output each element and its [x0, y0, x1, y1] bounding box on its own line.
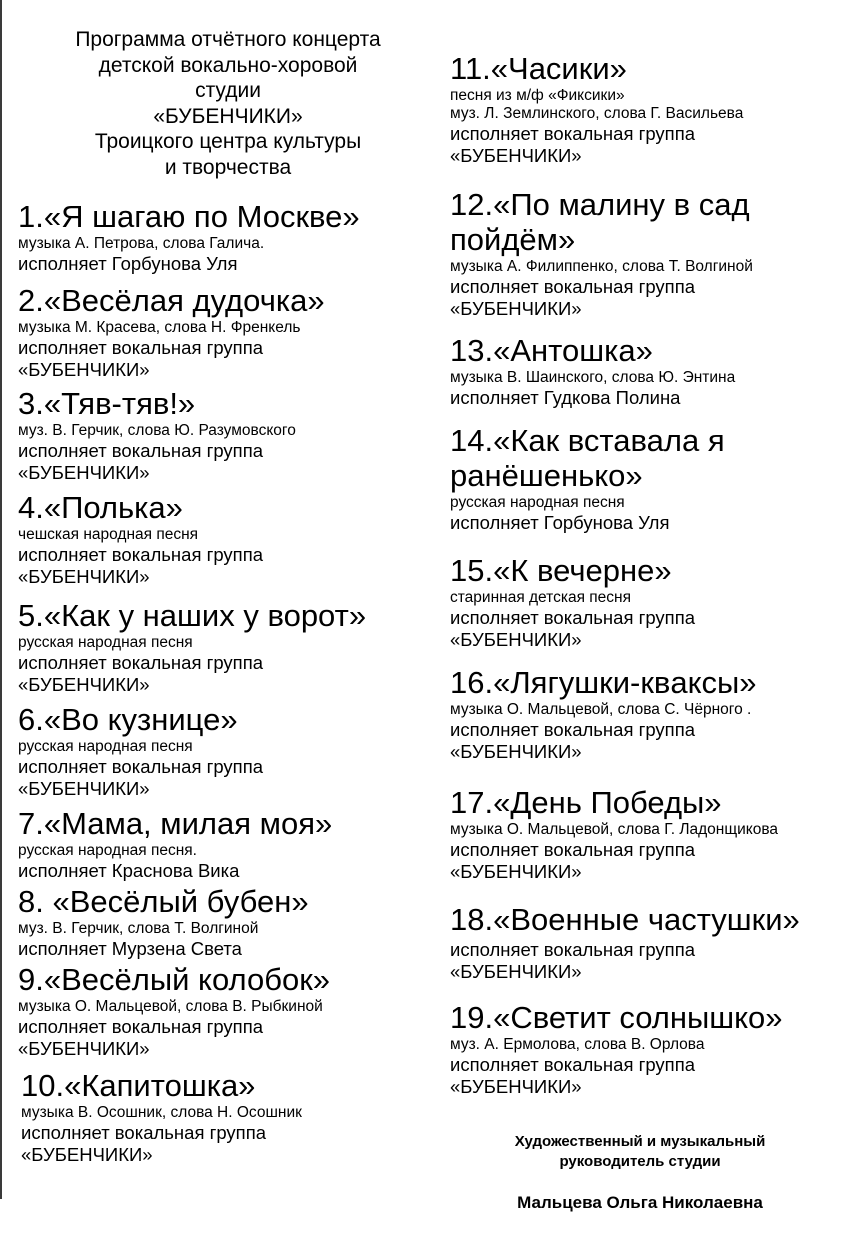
song-performer: исполняет вокальная группа «БУБЕНЧИКИ»	[450, 607, 695, 650]
program-item-15	[450, 553, 845, 650]
song-performer: исполняет вокальная группа «БУБЕНЧИКИ»	[450, 839, 695, 882]
song-title: 13.«Антошка»	[450, 333, 653, 368]
song-title: 6.«Во кузнице»	[18, 702, 238, 737]
song-title: 12.«По малину в сад пойдём»	[450, 187, 750, 257]
program-item-17	[450, 785, 845, 882]
program-item-7	[18, 806, 438, 882]
song-performer: исполняет вокальная группа «БУБЕНЧИКИ»	[450, 719, 695, 762]
program-item-12	[450, 187, 845, 319]
program-item-16	[450, 665, 845, 762]
page-left-edge	[0, 0, 2, 1199]
song-performer: исполняет вокальная группа «БУБЕНЧИКИ»	[21, 1122, 266, 1165]
song-title: 10.«Капитошка»	[21, 1068, 256, 1103]
director-role: Художественный и музыкальный руководитель студии	[514, 1133, 766, 1170]
song-title: 2.«Весёлая дудочка»	[18, 283, 325, 318]
song-title: 15.«К вечерне»	[450, 553, 672, 588]
song-performer: исполняет вокальная группа «БУБЕНЧИКИ»	[18, 337, 263, 380]
program-item-2	[18, 283, 438, 380]
song-title: 9.«Весёлый колобок»	[18, 962, 330, 997]
program-item-1	[18, 199, 438, 275]
song-performer: исполняет Горбунова Уля	[450, 512, 670, 533]
song-performer: исполняет вокальная группа «БУБЕНЧИКИ»	[450, 276, 695, 319]
song-credits: муз. А. Ермолова, слова В. Орлова	[450, 1036, 705, 1053]
song-title: 19.«Светит солнышко»	[450, 1000, 783, 1035]
song-performer: исполняет вокальная группа «БУБЕНЧИКИ»	[18, 440, 263, 483]
program-item-19	[450, 1000, 845, 1097]
program-item-18	[450, 902, 845, 982]
director-name: Мальцева Ольга Николаевна	[517, 1193, 763, 1212]
song-title: 14.«Как вставала я ранёшенько»	[450, 423, 725, 493]
song-credits: русская народная песня	[18, 738, 193, 755]
song-credits: музыка О. Мальцевой, слова В. Рыбкиной	[18, 998, 323, 1015]
program-title: Программа отчётного концерта детской вокально-хоровой студии «БУБЕНЧИКИ» Троицкого центра культуры и творчества	[75, 28, 381, 179]
studio-director	[450, 1112, 830, 1234]
song-credits: русская народная песня	[450, 494, 625, 511]
song-credits: муз. В. Герчик, слова Т. Волгиной	[18, 920, 259, 937]
program-item-4	[18, 490, 438, 587]
program-item-8	[18, 884, 438, 960]
program-item-3	[18, 386, 438, 483]
song-credits: музыка В. Осошник, слова Н. Осошник	[21, 1104, 302, 1121]
song-title: 18.«Военные частушки»	[450, 902, 800, 937]
song-title: 8. «Весёлый бубен»	[18, 884, 309, 919]
song-credits: музыка В. Шаинского, слова Ю. Энтина	[450, 369, 736, 386]
program-item-6	[18, 702, 438, 799]
song-credits: старинная детская песня	[450, 589, 631, 606]
song-credits: музыка О. Мальцевой, слова С. Чёрного .	[450, 701, 752, 718]
song-performer: исполняет Гудкова Полина	[450, 387, 681, 408]
song-performer: исполняет вокальная группа «БУБЕНЧИКИ»	[450, 1054, 695, 1097]
song-performer: исполняет вокальная группа «БУБЕНЧИКИ»	[18, 652, 263, 695]
song-performer: исполняет Краснова Вика	[18, 860, 240, 881]
song-title: 11.«Часики»	[450, 51, 627, 86]
song-credits: музыка А. Петрова, слова Галича.	[18, 235, 265, 252]
program-item-10	[21, 1068, 441, 1165]
song-title: 1.«Я шагаю по Москве»	[18, 199, 360, 234]
song-credits: музыка М. Красева, слова Н. Френкель	[18, 319, 301, 336]
song-credits: песня из м/ф «Фиксики» муз. Л. Землинского, слова Г. Васильева	[450, 87, 744, 122]
song-performer: исполняет вокальная группа «БУБЕНЧИКИ»	[18, 756, 263, 799]
song-performer: исполняет вокальная группа «БУБЕНЧИКИ»	[18, 544, 263, 587]
program-item-14	[450, 423, 845, 534]
program-item-11	[450, 51, 845, 166]
program-item-9	[18, 962, 438, 1059]
song-title: 17.«День Победы»	[450, 785, 722, 820]
song-performer: исполняет Горбунова Уля	[18, 253, 238, 274]
song-performer: исполняет вокальная группа «БУБЕНЧИКИ»	[450, 123, 695, 166]
song-credits: музыка А. Филиппенко, слова Т. Волгиной	[450, 258, 753, 275]
song-title: 5.«Как у наших у ворот»	[18, 598, 367, 633]
song-credits: муз. В. Герчик, слова Ю. Разумовского	[18, 422, 296, 439]
song-performer: исполняет вокальная группа «БУБЕНЧИКИ»	[18, 1016, 263, 1059]
song-credits: музыка О. Мальцевой, слова Г. Ладонщикова	[450, 821, 779, 838]
song-title: 4.«Полька»	[18, 490, 183, 525]
program-item-13	[450, 333, 845, 409]
song-credits: чешская народная песня	[18, 526, 199, 543]
song-performer: исполняет вокальная группа «БУБЕНЧИКИ»	[450, 939, 695, 982]
song-credits: русская народная песня	[18, 634, 193, 651]
song-credits: русская народная песня.	[18, 842, 197, 859]
song-title: 3.«Тяв-тяв!»	[18, 386, 196, 421]
song-title: 7.«Мама, милая моя»	[18, 806, 333, 841]
song-title: 16.«Лягушки-квaксы»	[450, 665, 757, 700]
song-performer: исполняет Мурзена Света	[18, 938, 242, 959]
program-item-5	[18, 598, 438, 695]
